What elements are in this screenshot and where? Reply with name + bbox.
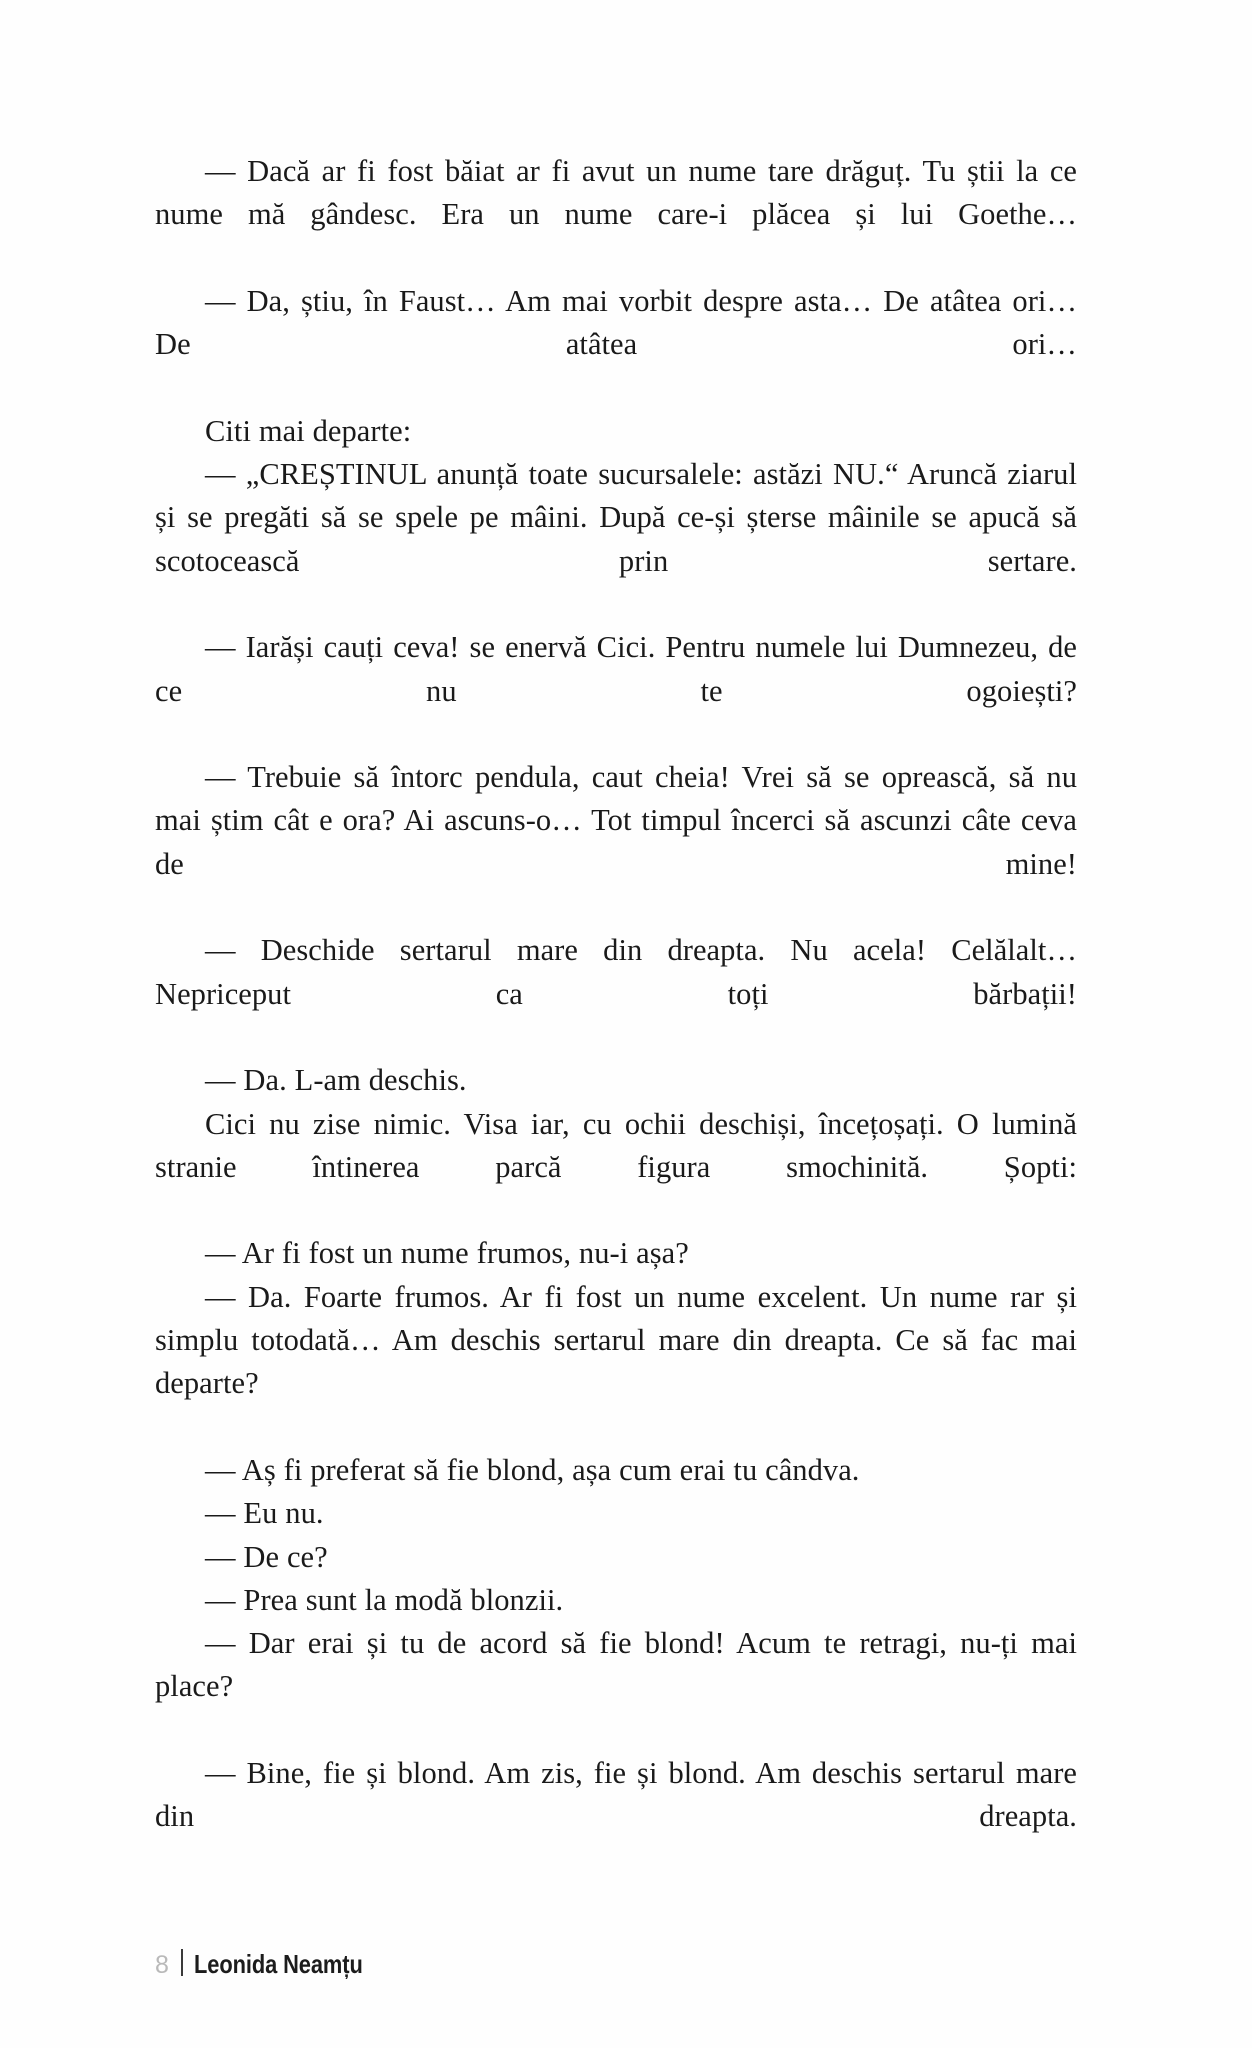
body-text-block <box>155 150 1077 1882</box>
paragraph: — Dar erai și tu de acord să fie blond! Acum te retragi, nu-ți mai place? <box>155 1626 1077 1704</box>
paragraph: — Da. L-am deschis. <box>205 1063 467 1098</box>
page-footer <box>155 1946 395 1980</box>
paragraph: — Ar fi fost un nume frumos, nu-i așa? <box>205 1236 689 1271</box>
paragraph: — Deschide sertarul mare din dreapta. Nu acela! Celălalt… Nepriceput ca toți bărbații! <box>155 933 1077 1011</box>
paragraph: — Eu nu. <box>205 1496 324 1531</box>
paragraph: — Dacă ar fi fost băiat ar fi avut un nume tare drăguț. Tu știi la ce nume mă gândesc. Era un nume care-i plăcea și lui Goethe… <box>155 154 1077 232</box>
paragraph: Cici nu zise nimic. Visa iar, cu ochii deschiși, încețoșați. O lumină stranie întinerea parcă figura smochinită. Șopti: <box>155 1106 1077 1184</box>
paragraph: — Iarăși cauți ceva! se enervă Cici. Pentru numele lui Dumnezeu, de ce nu te ogoiești? <box>155 630 1077 708</box>
paragraph: — Da, știu, în Faust… Am mai vorbit despre asta… De atâtea ori… De atâtea ori… <box>155 283 1077 362</box>
footer-divider-rule <box>181 1949 183 1976</box>
paragraph: — Trebuie să întorc pendula, caut cheia! Vrei să se oprească, să nu mai știm cât e ora? Ai ascuns-o… Tot timpul încerci să ascunzi câte ceva de mine! <box>155 760 1077 881</box>
page-number: 8 <box>155 1951 170 1979</box>
paragraph: — Aș fi preferat să fie blond, așa cum erai tu cândva. <box>205 1452 860 1487</box>
paragraph: Citi mai departe: <box>205 413 412 448</box>
author-name: Leonida Neamțu <box>194 1949 363 1979</box>
paragraph: — Prea sunt la modă blonzii. <box>205 1582 564 1617</box>
paragraph: — Da. Foarte frumos. Ar fi fost un nume excelent. Un nume rar și simplu totodată… Am deschis sertarul mare din dreapta. Ce să fac mai departe? <box>155 1279 1077 1401</box>
paragraph: — De ce? <box>205 1539 328 1574</box>
paragraph: — „CREȘTINUL anunță toate sucursalele: astăzi NU.“ Aruncă ziarul și se pregăti să se spele pe mâini. După ce-și șterse mâinile se apucă să scotocească prin sertare. <box>155 457 1077 578</box>
paragraph: — Bine, fie și blond. Am zis, fie și blond. Am deschis sertarul mare din dreapta. <box>155 1755 1077 1834</box>
